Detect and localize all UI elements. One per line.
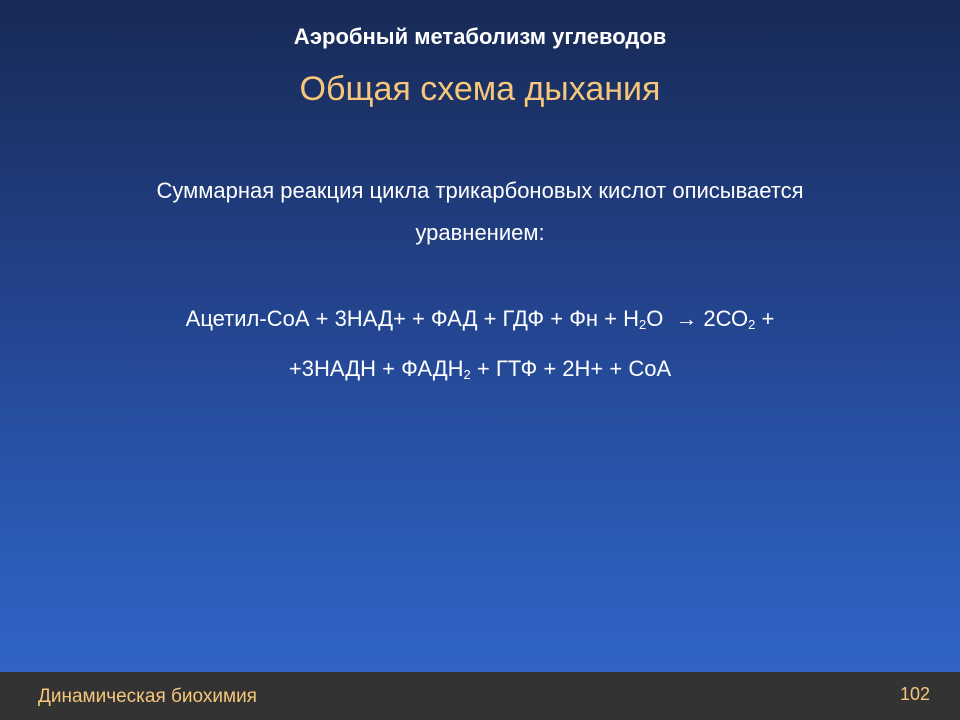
equation-line-1 — [0, 306, 960, 332]
eq1-co2-subscript: 2 — [748, 317, 756, 332]
page-number: 102 — [899, 684, 930, 704]
eq2-products-b: + ГТФ + 2Н+ + СоА — [470, 356, 672, 381]
body-line-1: Суммарная реакция цикла трикарбоновых кислот описывается — [156, 178, 804, 203]
equation-line-2 — [0, 356, 960, 382]
eq1-reactants: Ацетил-СоА + 3НАД+ + ФАД + ГДФ + Фн + Н — [185, 306, 640, 331]
body-line-2: уравнением: — [415, 220, 545, 245]
eq1-plus: + — [755, 306, 775, 331]
eq1-water-subscript: 2 — [639, 317, 647, 332]
footer-course-name: Динамическая биохимия — [38, 686, 257, 707]
footer-bar — [0, 672, 960, 720]
slide-topic: Аэробный метаболизм углеводов — [293, 24, 667, 49]
slide-title: Общая схема дыхания — [299, 70, 661, 108]
arrow-icon: → — [675, 306, 698, 331]
eq1-water-o: О — [646, 306, 664, 331]
eq1-co2: 2СО — [703, 306, 749, 331]
eq2-products-a: +3НАДН + ФАДН — [288, 356, 464, 381]
body-text — [60, 170, 900, 254]
eq2-fadh-subscript: 2 — [463, 367, 471, 382]
